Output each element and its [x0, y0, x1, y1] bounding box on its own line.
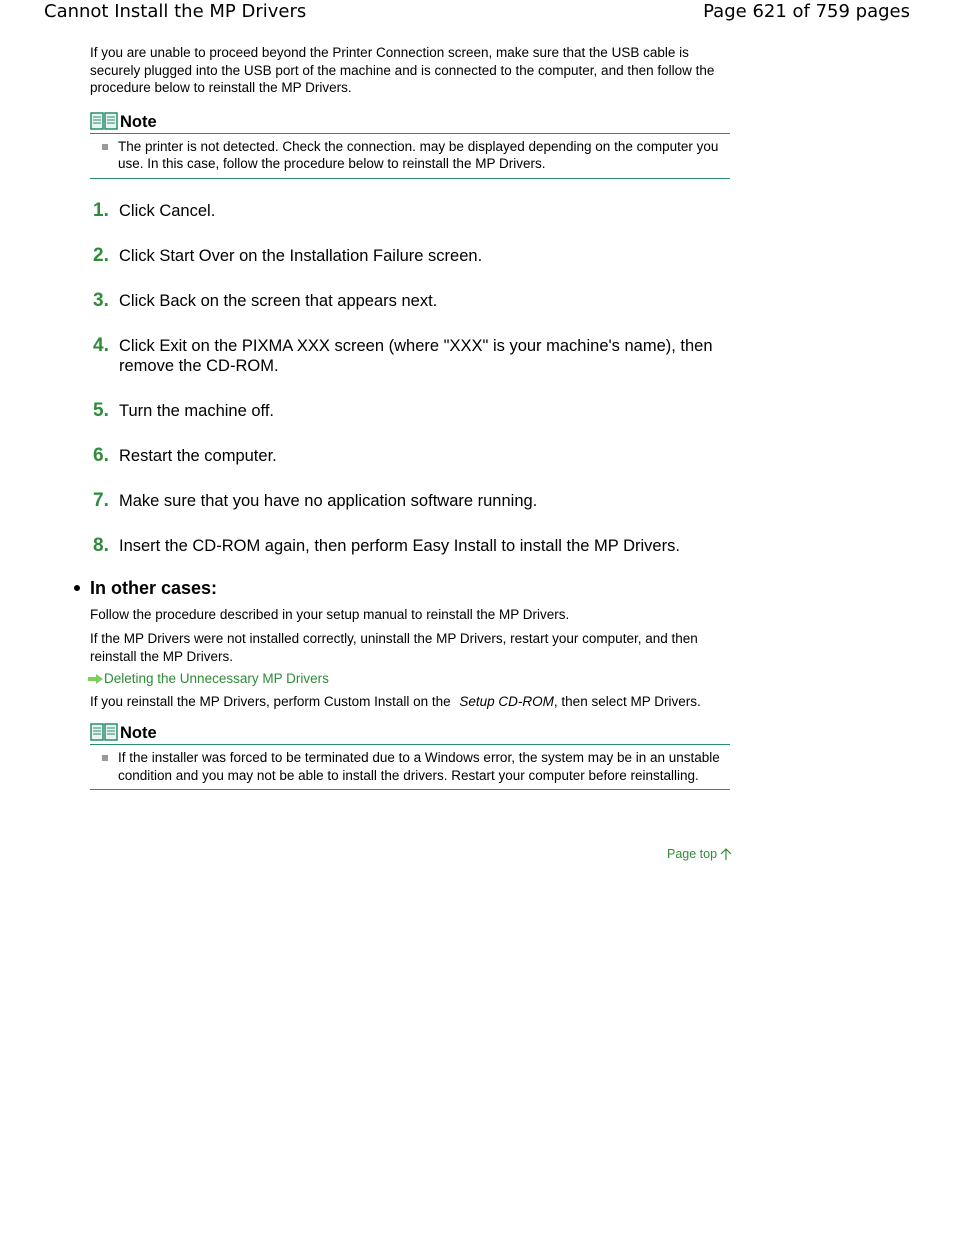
- page-top-label: Page top: [667, 847, 718, 861]
- step-number: 6.: [93, 444, 109, 466]
- arrow-right-icon: [88, 674, 103, 684]
- step-number: 2.: [93, 244, 109, 266]
- step-item: [90, 536, 730, 556]
- step-item: [90, 246, 730, 266]
- step-text: Click Back on the screen that appears next.: [119, 291, 438, 310]
- main-content: [90, 44, 730, 790]
- note-label: Note: [120, 112, 157, 131]
- step-text: Click Start Over on the Installation Failure screen.: [119, 246, 483, 265]
- page-title: Cannot Install the MP Drivers: [44, 1, 307, 22]
- other-cases-heading: [90, 578, 730, 598]
- step-item: [90, 291, 730, 311]
- note-item-text: The printer is not detected. Check the connection. may be displayed depending on the computer you use. In this case, follow the procedure below to reinstall the MP Drivers.: [118, 138, 719, 171]
- note-item: [90, 749, 730, 784]
- note-block-1: [90, 109, 730, 179]
- step-text: Click Cancel.: [119, 201, 216, 220]
- step-item: [90, 201, 730, 221]
- bullet-icon: [74, 585, 80, 591]
- note-header: [90, 109, 730, 131]
- setup-cdrom-text: Setup CD-ROM: [459, 693, 554, 709]
- page-top-link[interactable]: [667, 846, 732, 862]
- note-item: [90, 138, 730, 173]
- square-bullet-icon: [102, 755, 108, 761]
- other-cases-heading-text: In other cases:: [90, 577, 218, 598]
- note-item-text: If the installer was forced to be terminated due to a Windows error, the system may be in an unstable condition and you may not be able to install the drivers. Restart your computer before reinstalling.: [118, 750, 720, 783]
- step-number: 1.: [93, 199, 109, 221]
- step-text: Make sure that you have no application software running.: [119, 491, 538, 510]
- step-text: Restart the computer.: [119, 446, 277, 465]
- step-item: [90, 336, 730, 376]
- arrow-up-icon: [720, 847, 732, 861]
- para3-text-before: If you reinstall the MP Drivers, perform Custom Install on the: [90, 693, 455, 709]
- para3-text-after: , then select MP Drivers.: [553, 693, 701, 709]
- step-text: Click Exit on the PIXMA XXX screen (where "XXX" is your machine's name), then remove the CD-ROM.: [119, 336, 713, 375]
- other-cases-para-3: [90, 693, 730, 711]
- deleting-mp-drivers-link[interactable]: Deleting the Unnecessary MP Drivers: [104, 671, 329, 686]
- step-item: [90, 446, 730, 466]
- note-block-2: [90, 720, 730, 790]
- step-number: 3.: [93, 289, 109, 311]
- book-icon: [90, 111, 118, 131]
- steps-list: [90, 201, 730, 556]
- page-indicator: Page 621 of 759 pages: [703, 1, 910, 22]
- step-item: [90, 401, 730, 421]
- other-cases-para-1: Follow the procedure described in your setup manual to reinstall the MP Drivers.: [90, 606, 570, 622]
- intro-paragraph: If you are unable to proceed beyond the Printer Connection screen, make sure that the USB cable is securely plugged into the USB port of the machine and is connected to the computer, and then follow the procedure below to reinstall the MP Drivers.: [90, 45, 715, 95]
- note-label: Note: [120, 724, 157, 742]
- other-cases-para-2: If the MP Drivers were not installed correctly, uninstall the MP Drivers, restart your computer, and then reinstall the MP Drivers.: [90, 631, 698, 664]
- step-text: Turn the machine off.: [119, 401, 275, 420]
- step-number: 8.: [93, 534, 109, 556]
- step-number: 4.: [93, 334, 109, 356]
- step-text: Insert the CD-ROM again, then perform Easy Install to install the MP Drivers.: [119, 536, 680, 555]
- square-bullet-icon: [102, 144, 108, 150]
- step-item: [90, 491, 730, 511]
- link-row: [88, 670, 730, 688]
- note-header: [90, 720, 730, 742]
- note-body: [90, 744, 730, 790]
- step-number: 7.: [93, 489, 109, 511]
- note-body: [90, 133, 730, 179]
- step-number: 5.: [93, 399, 109, 421]
- book-icon: [90, 722, 118, 742]
